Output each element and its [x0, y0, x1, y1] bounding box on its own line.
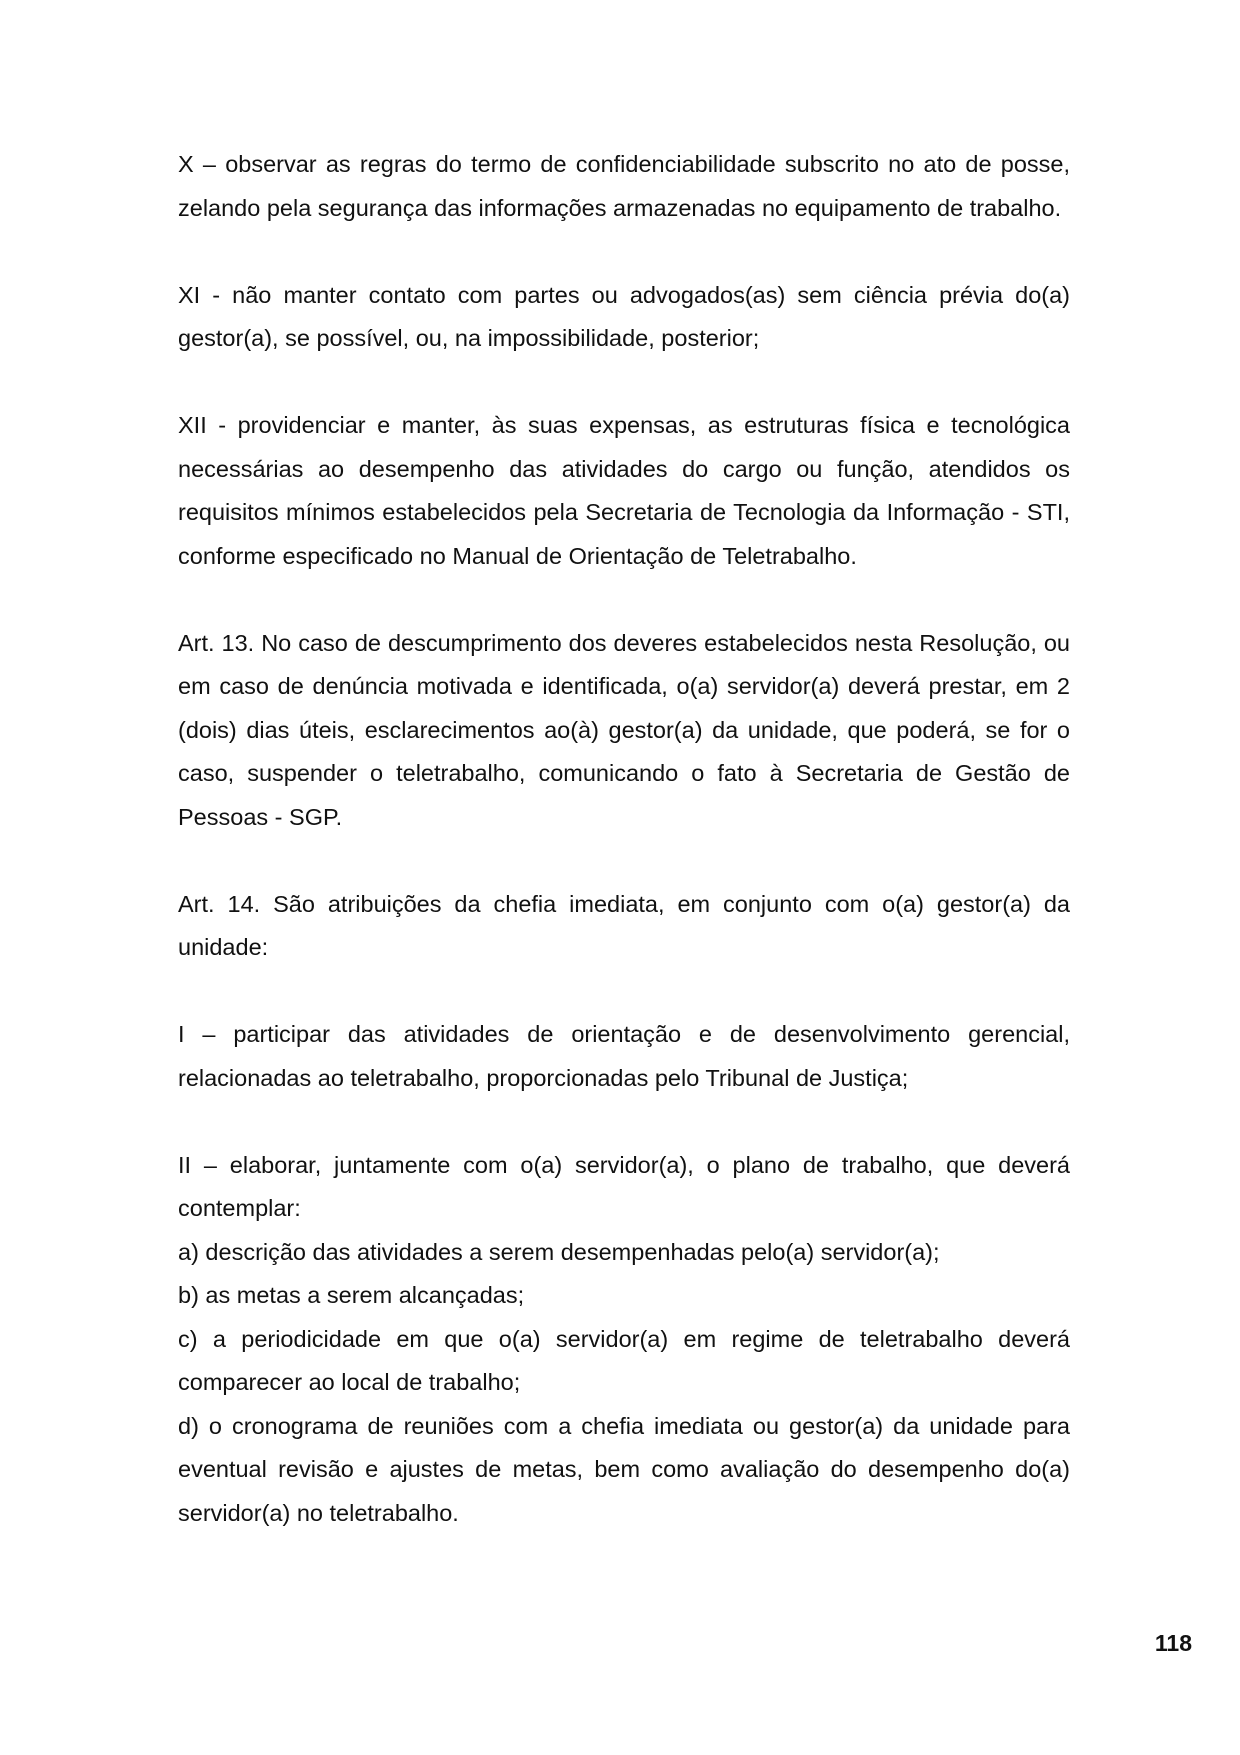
paragraph-xi: XI - não manter contato com partes ou advogados(as) sem ciência prévia do(a) gestor(a), se possível, ou, na impossibilidade, posterior; — [178, 281, 1070, 351]
list-item-d: d) o cronograma de reuniões com a chefia imediata ou gestor(a) da unidade para eventual revisão e ajustes de metas, bem como avaliação do desempenho do(a) servidor(a) no teletrabalho. — [178, 1412, 1070, 1526]
paragraph-x: X – observar as regras do termo de confidenciabilidade subscrito no ato de posse, zelando pela segurança das informações armazenadas no equipamento de trabalho. — [178, 151, 1070, 221]
paragraph-art-13: Art. 13. No caso de descumprimento dos deveres estabelecidos nesta Resolução, ou em caso de denúncia motivada e identificada, o(a) servidor(a) deverá prestar, em 2 (dois) dias úteis, esclarecimentos ao(à) gestor(a) da unidade, que poderá, se for o caso, suspender o teletrabalho, comunicando o fato à Secretaria de Gestão de Pessoas - SGP. — [178, 629, 1070, 830]
document-body — [178, 143, 1070, 1535]
page-number: 118 — [1154, 1630, 1192, 1656]
list-item-b: b) as metas a serem alcançadas; — [178, 1282, 525, 1308]
list-item-a: a) descrição das atividades a serem desempenhadas pelo(a) servidor(a); — [178, 1238, 940, 1265]
paragraph-xii: XII - providenciar e manter, às suas expensas, as estruturas física e tecnológica necessárias ao desempenho das atividades do cargo ou função, atendidos os requisitos mínimos estabelecidos pela Secretaria de Tecnologia da Informação - STI, conforme especificado no Manual de Orientação de Teletrabalho. — [178, 412, 1070, 569]
paragraph-art-14: Art. 14. São atribuições da chefia imediata, em conjunto com o(a) gestor(a) da unidade: — [178, 890, 1070, 960]
paragraph-ii: II – elaborar, juntamente com o(a) servidor(a), o plano de trabalho, que deverá contemplar: — [178, 1151, 1070, 1221]
paragraph-i: I – participar das atividades de orientação e de desenvolvimento gerencial, relacionadas ao teletrabalho, proporcionadas pelo Tribunal de Justiça; — [178, 1021, 1070, 1091]
list-item-c: c) a periodicidade em que o(a) servidor(a) em regime de teletrabalho deverá comparecer ao local de trabalho; — [178, 1325, 1070, 1395]
